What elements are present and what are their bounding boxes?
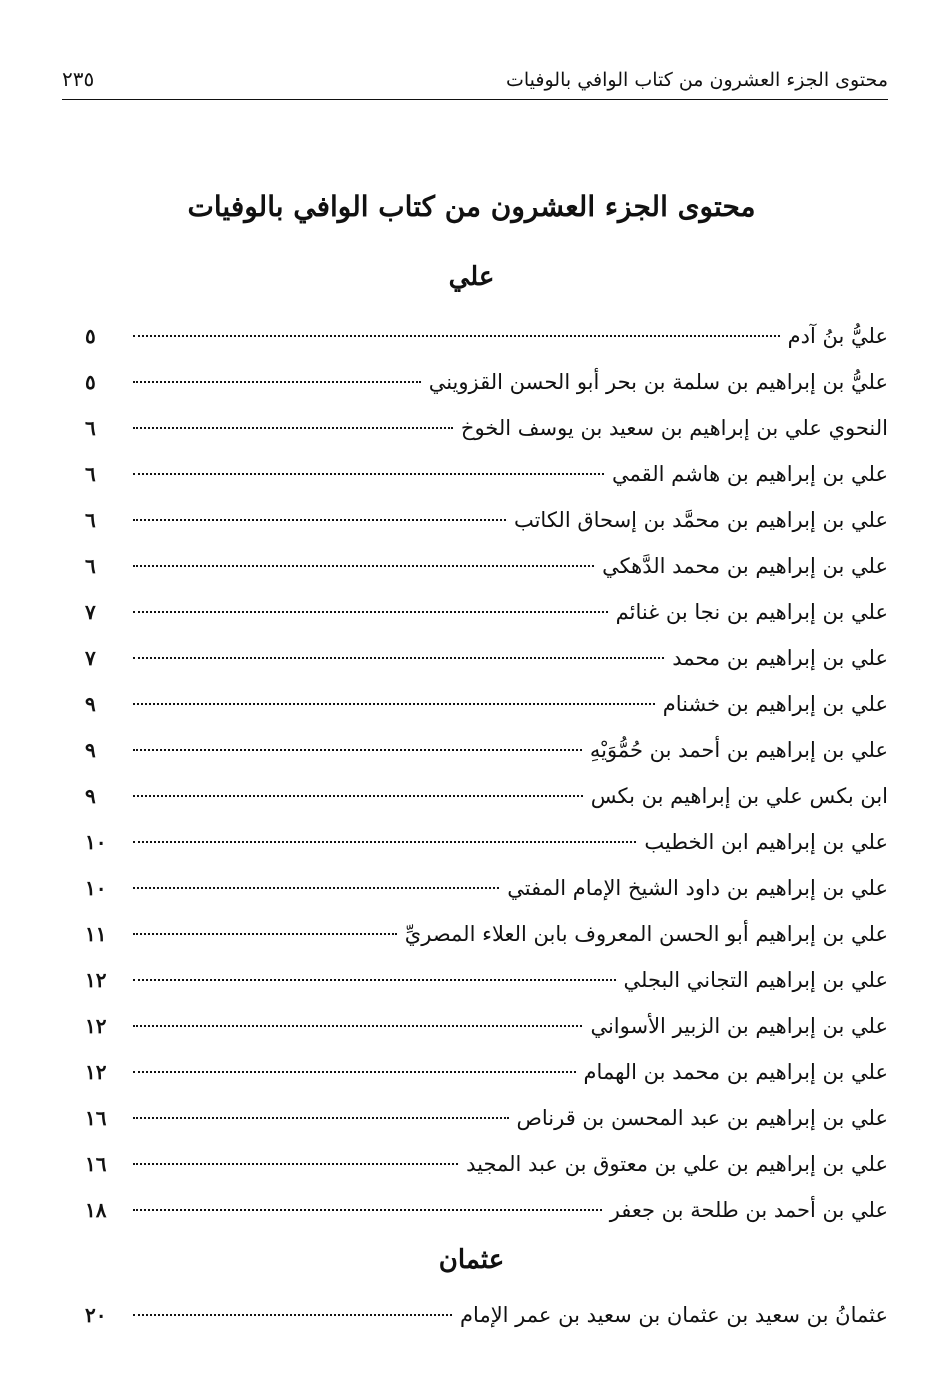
- toc-entry: [85, 1292, 888, 1338]
- toc-entry: [85, 589, 888, 635]
- entry-page: ١١: [85, 922, 107, 946]
- toc-entry: [85, 1003, 888, 1049]
- page-title: محتوى الجزء العشرون من كتاب الوافي بالوفيات: [187, 190, 756, 223]
- dot-leader: [133, 1163, 458, 1165]
- entry-name: علي بن إبراهيم بن خشنام: [662, 692, 888, 716]
- entry-name: علي بن إبراهيم بن محمد: [672, 646, 888, 670]
- toc-entry: [85, 819, 888, 865]
- entry-page: ٦: [85, 554, 96, 578]
- dot-leader: [133, 1209, 602, 1211]
- entry-name: علي بن إبراهيم بن نجا بن غنائم: [615, 600, 888, 624]
- toc-entry: [85, 359, 888, 405]
- toc-entry: [85, 543, 888, 589]
- entry-page: ١٠: [85, 830, 107, 854]
- entry-name: علي بن إبراهيم بن عبد المحسن بن قرناص: [516, 1106, 888, 1130]
- toc-entry: [85, 911, 888, 957]
- toc-entry: [85, 1049, 888, 1095]
- entry-page: ١٦: [85, 1106, 107, 1130]
- dot-leader: [133, 979, 616, 981]
- entry-page: ٧: [85, 600, 96, 624]
- dot-leader: [133, 381, 421, 383]
- section-heading-ali: علي: [448, 262, 495, 292]
- entry-name: علي بن إبراهيم بن داود الشيخ الإمام المفتي: [507, 876, 888, 900]
- toc-entry: [85, 451, 888, 497]
- dot-leader: [133, 657, 664, 659]
- entry-page: ٦: [85, 508, 96, 532]
- entry-page: ٩: [85, 738, 96, 762]
- toc-entry: [85, 1187, 888, 1233]
- entry-name: علي بن إبراهيم بن هاشم القمي: [611, 462, 888, 486]
- entry-name: علي بن إبراهيم أبو الحسن المعروف بابن العلاء المصريِّ: [404, 922, 888, 946]
- entry-page: ١٠: [85, 876, 107, 900]
- page-number: ٢٣٥: [62, 67, 95, 91]
- entry-name: علي بن إبراهيم بن محمد الدَّهكي: [602, 554, 888, 578]
- entry-name: عليُّ بن إبراهيم بن سلمة بن بحر أبو الحسن القزويني: [428, 370, 888, 394]
- toc-list-ali: [85, 313, 888, 1233]
- dot-leader: [133, 519, 506, 521]
- toc-entry: [85, 635, 888, 681]
- entry-name: علي بن إبراهيم بن علي بن معتوق بن عبد المجيد: [466, 1152, 888, 1176]
- entry-name: علي بن إبراهيم بن الزبير الأسواني: [590, 1014, 888, 1038]
- entry-page: ١٢: [85, 1014, 107, 1038]
- toc-entry: [85, 773, 888, 819]
- entry-name: علي بن أحمد بن طلحة بن جعفر: [609, 1198, 888, 1222]
- entry-page: ١٢: [85, 1060, 107, 1084]
- entry-name: عليُّ بنُ آدم: [787, 324, 888, 348]
- entry-page: ٢٠: [85, 1303, 107, 1327]
- entry-page: ١٦: [85, 1152, 107, 1176]
- entry-page: ٩: [85, 784, 96, 808]
- dot-leader: [133, 335, 780, 337]
- entry-page: ١٢: [85, 968, 107, 992]
- toc-entry: [85, 1095, 888, 1141]
- dot-leader: [133, 1071, 576, 1073]
- dot-leader: [133, 1117, 509, 1119]
- toc-entry: [85, 405, 888, 451]
- dot-leader: [133, 1314, 452, 1316]
- entry-name: عثمانُ بن سعيد بن عثمان بن سعيد بن عمر الإمام: [460, 1303, 888, 1327]
- dot-leader: [133, 565, 594, 567]
- entry-page: ٧: [85, 646, 96, 670]
- entry-page: ٥: [85, 324, 96, 348]
- dot-leader: [133, 933, 397, 935]
- entry-page: ٦: [85, 462, 96, 486]
- toc-entry: [85, 497, 888, 543]
- toc-entry: [85, 727, 888, 773]
- entry-page: ٦: [85, 416, 96, 440]
- dot-leader: [133, 427, 453, 429]
- entry-name: علي بن إبراهيم بن أحمد بن حُمُّوَيْهِ: [589, 738, 888, 762]
- toc-entry: [85, 865, 888, 911]
- dot-leader: [133, 795, 583, 797]
- toc-entry: [85, 313, 888, 359]
- dot-leader: [133, 887, 499, 889]
- dot-leader: [133, 1025, 582, 1027]
- dot-leader: [133, 473, 604, 475]
- toc-entry: [85, 957, 888, 1003]
- dot-leader: [133, 611, 608, 613]
- entry-page: ١٨: [85, 1198, 107, 1222]
- dot-leader: [133, 749, 582, 751]
- dot-leader: [133, 841, 636, 843]
- entry-page: ٥: [85, 370, 96, 394]
- dot-leader: [133, 703, 655, 705]
- running-header: [62, 60, 888, 100]
- running-title: محتوى الجزء العشرون من كتاب الوافي بالوفيات: [506, 69, 888, 91]
- toc-entry: [85, 681, 888, 727]
- entry-name: علي بن إبراهيم بن محمَّد بن إسحاق الكاتب: [513, 508, 888, 532]
- entry-name: علي بن إبراهيم بن محمد بن الهمام: [583, 1060, 888, 1084]
- toc-list-uthman: [85, 1292, 888, 1338]
- entry-page: ٩: [85, 692, 96, 716]
- toc-entry: [85, 1141, 888, 1187]
- section-heading-uthman: عثمان: [438, 1245, 505, 1275]
- entry-name: علي بن إبراهيم التجاني البجلي: [623, 968, 888, 992]
- entry-name: النحوي علي بن إبراهيم بن سعيد بن يوسف الخوخ: [460, 416, 888, 440]
- entry-name: علي بن إبراهيم ابن الخطيب: [644, 830, 888, 854]
- entry-name: ابن بكس علي بن إبراهيم بن بكس: [590, 784, 888, 808]
